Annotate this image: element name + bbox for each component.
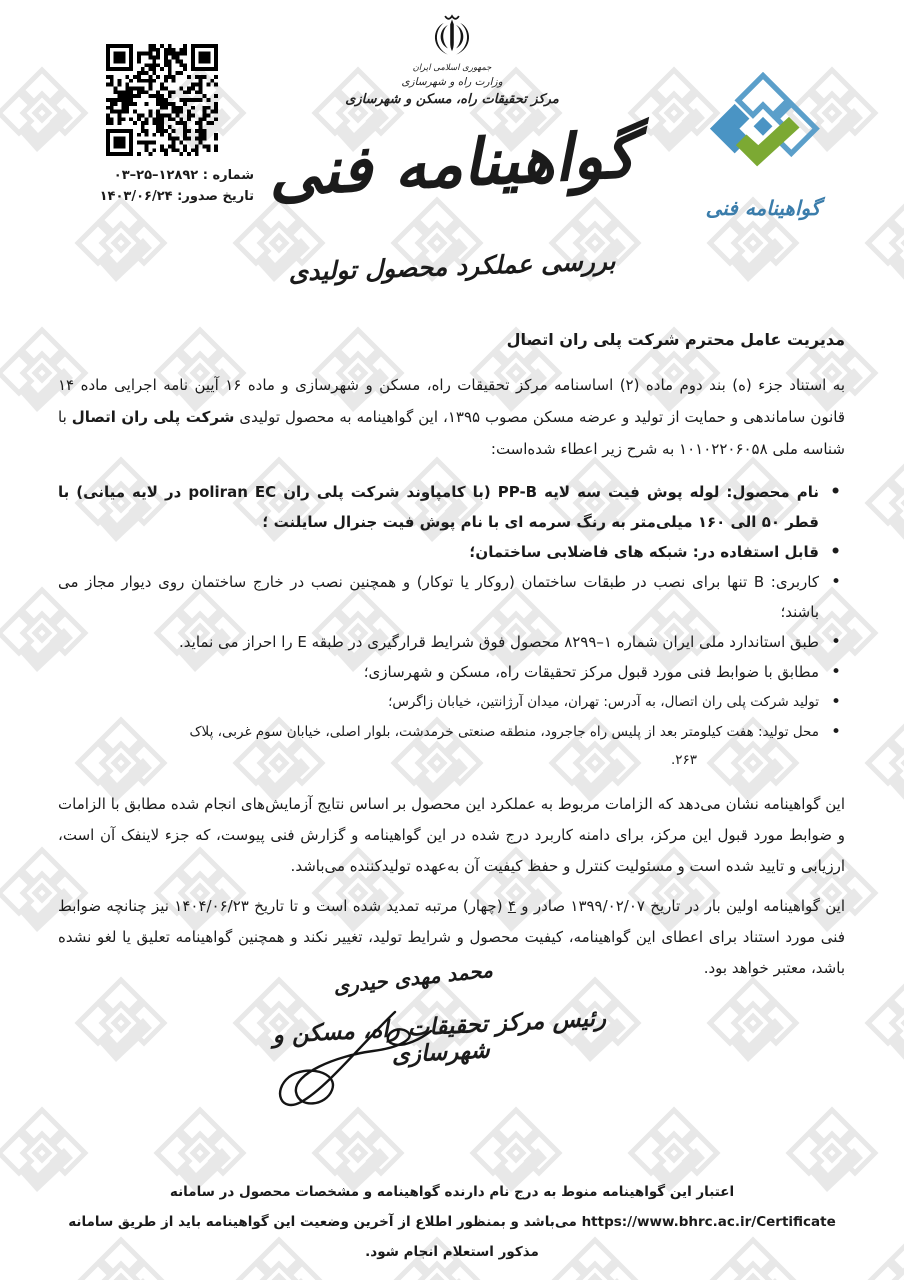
item-standard: • طبق استاندارد ملی ایران شماره ۱–۸۲۹۹ محصول فوق شرایط قرارگیری در طبقه E را احراز می نماید. (58, 627, 845, 657)
renewal-count: ۴ (507, 897, 516, 915)
intro-text-a: به استناد جزء (ه) بند دوم ماده (۲) اساسنامه مرکز تحقیقات راه، مسکن و شهرسازی و ماده ۱۶ آیین نامه اجرایی ماده ۱۴ قانون ساماندهی و حمایت از تولید و عرضه مسکن مصوب ۱۳۹۵، این گواهینامه به محصول تولیدی (58, 376, 846, 426)
certificate-logo-caption: گواهینامه فنی (705, 196, 821, 220)
intro-paragraph (58, 369, 845, 465)
certificate-subtitle: بررسی عملکرد محصول تولیدی (288, 246, 616, 287)
footer-note: اعتبار این گواهینامه منوط به درج نام دارنده گواهینامه و مشخصات محصول در سامانه https://www.bhrc.ac.ir/Certificate می‌باشد و بمنظور اطلاع از آخرین وضعیت این گواهینامه باید از طریق سامانه مذکور استعلام انجام شود. (68, 1184, 836, 1260)
item-usage: • قابل استفاده در: شبکه های فاضلابی ساختمان؛ (58, 537, 845, 567)
item-product-name: • نام محصول: لوله پوش فیت سه لایه PP-B (با کامپاوند شرکت پلی ران poliran EC در لایه میانی) با قطر ۵۰ الی ۱۶۰ میلی‌متر به رنگ سرمه ای با نام پوش فیت جنرال سایلنت ؛ (58, 477, 845, 537)
production-site-text: محل تولید: هفت کیلومتر بعد از پلیس راه جاجرود، منطقه صنعتی خرمدشت، بلوار اصلی، خیابان سوم غربی، پلاک (189, 724, 819, 740)
item-producer-address: • تولید شرکت پلی ران اتصال، به آدرس: تهران، میدان آرژانتین، خیابان زاگرس؛ (58, 687, 845, 717)
item-production-site (58, 717, 845, 774)
intro-company-name: شرکت پلی ران اتصال (71, 408, 235, 426)
intro-text-b: با شناسه ملی ۱۰۱۰۲۲۰۶۰۵۸ به شرح زیر اعطاء شده‌است: (58, 408, 845, 458)
item-criteria: • مطابق با ضوابط فنی مورد قبول مرکز تحقیقات راه، مسکن و شهرسازی؛ (58, 657, 845, 687)
results-paragraph: این گواهینامه نشان می‌دهد که الزامات مربوط به عملکرد این محصول بر اساس نتایج آزمایش‌های انجام شده مطابق با الزامات و ضوابط مورد قبول این مرکز، برای دامنه کاربرد درج شده در این گواهینامه و گزارش فنی پیوست، که جزء لاینفک آن است، ارزیابی و تایید شده است و مسئولیت کنترل و حفظ کیفیت آن به‌عهده تولیدکننده می‌باشد. (58, 795, 845, 875)
validity-text-a: این گواهینامه اولین بار در تاریخ ۱۳۹۹/۰۲/۰۷ صادر و (515, 897, 845, 915)
certificate-title: گواهینامه فنی (266, 118, 638, 212)
signer-name: محمد مهدی حیدری (332, 957, 494, 999)
production-site-plate: ۲۶۳. (670, 752, 697, 768)
letterhead-line-ministry: وزارت راه و شهرسازی (401, 76, 503, 88)
handwritten-signature (243, 996, 455, 1124)
certificate-items-list (58, 477, 845, 774)
issue-date-value: ۱۴۰۳/۰۶/۲۴ (99, 189, 173, 204)
qr-code (106, 44, 218, 156)
letterhead-line-center: مرکز تحقیقات راه، مسکن و شهرسازی (345, 92, 559, 107)
certificate-body (58, 330, 845, 984)
serial-number-value: ۱۲۸۹۲–۲۵–۰۳ (113, 168, 199, 183)
issue-date-label: تاریخ صدور: (177, 189, 254, 204)
certificate-logo-block (688, 72, 838, 220)
letterhead-line-country: جمهوری اسلامی ایران (412, 63, 492, 73)
serial-number-label: شماره : (202, 168, 254, 183)
validity-text-b: (چهار) مرتبه تمدید شده است و تا تاریخ ۱۴۰۴/۰۶/۲۳ نیز چنانچه ضوابط فنی مورد استناد برای اعطای این گواهینامه، کیفیت محصول و شرایط تولید، تغییر نکند و همچنین گواهینامه تعلیق یا لغو نشده باشد، معتبر خواهد بود. (58, 897, 845, 977)
signer-title: رئیس مرکز تحقیقات راه، مسکن و شهرسازی (272, 1005, 607, 1069)
addressee-line: مدیریت عامل محترم شرکت پلی ران اتصال (506, 330, 845, 349)
bhrc-logo-icon (704, 72, 822, 190)
item-application: • کاربری: B تنها برای نصب در طبقات ساختمان (روکار یا توکار) و همچنین نصب در خارج ساختمان روی دیوار مجاز می باشند؛ (58, 567, 845, 627)
